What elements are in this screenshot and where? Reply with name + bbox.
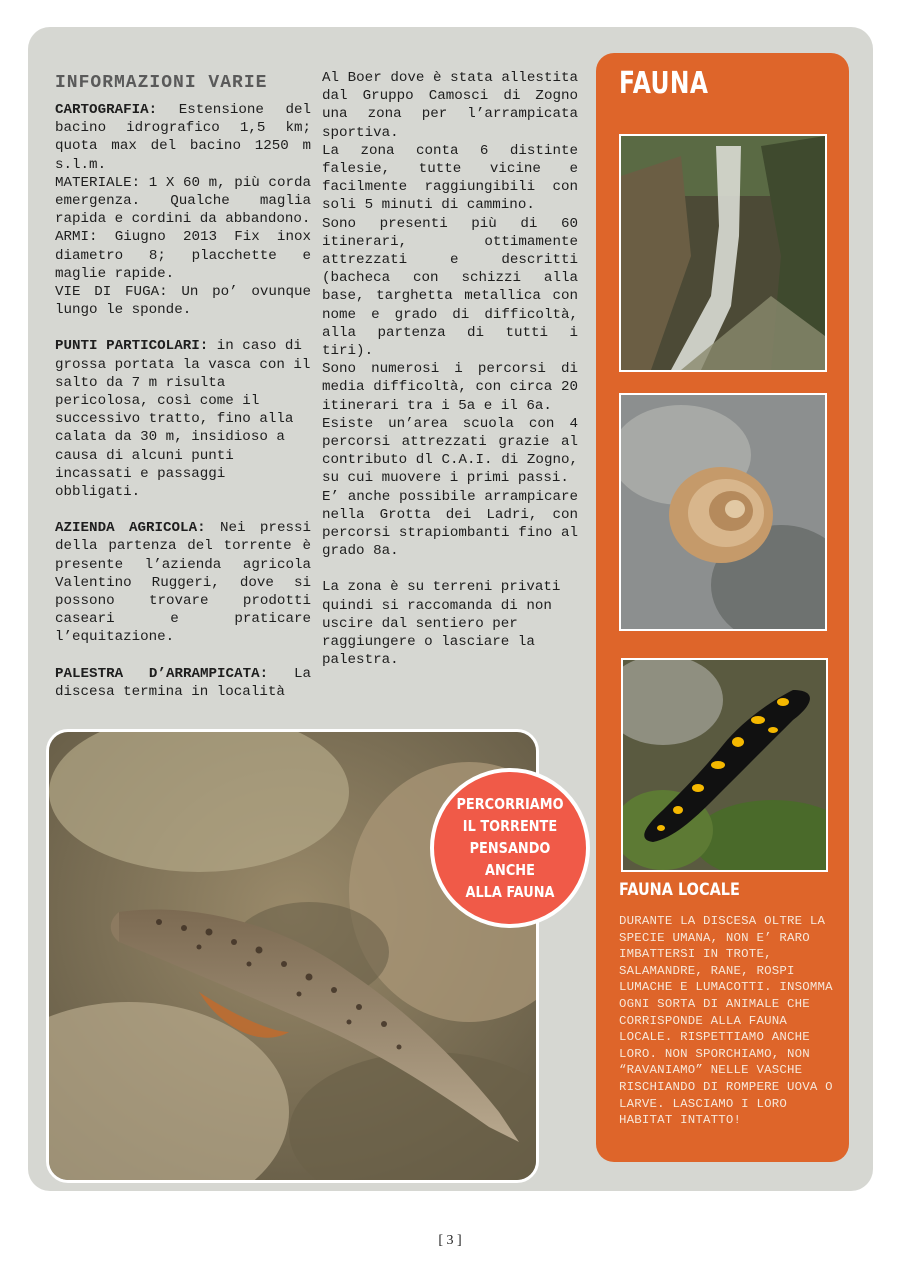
salamander-photo xyxy=(621,658,828,872)
cartografia-text: Estensione del bacino idrografico 1,5 km; quota max del bacino 1250 m s.l.m. xyxy=(55,102,311,173)
boer-paragraph: Al Boer dove è stata allestita dal Gruppo Camosci di Zogno una zona per l’arrampicata sportiva. xyxy=(322,70,578,141)
azienda-paragraph xyxy=(55,519,311,646)
page-number: [ 3 ] xyxy=(438,1233,462,1248)
middle-column xyxy=(322,69,578,670)
materiale-paragraph: MATERIALE: 1 X 60 m, più corda emergenza. Qualche maglia rapida e cordini da abbandono. xyxy=(55,174,311,228)
fauna-badge xyxy=(430,768,590,928)
punti-text: in caso di grossa portata la vasca con il salto da 7 m risulta pericolosa, così come il successivo tratto, fino alla calata da 30 m, insidioso a causa di alcuni punti incassati e passaggi obbligati. xyxy=(55,338,311,501)
punti-paragraph xyxy=(55,337,311,501)
armi-paragraph: ARMI: Giugno 2013 Fix inox diametro 8; placchette e maglie rapide. xyxy=(55,229,311,282)
cartografia-paragraph xyxy=(55,101,311,174)
left-column xyxy=(55,101,311,701)
fauna-subtitle: FAUNA LOCALE xyxy=(619,880,740,900)
terreni-privati-paragraph: La zona è su terreni privati quindi si raccomanda di non uscire dal sentiero per raggiungere o lasciare la palestra. xyxy=(322,579,561,669)
area-scuola-paragraph: Esiste un’area scuola con 4 percorsi attrezzati grazie al contributo dl C.A.I. di Zogno, su cui muovere i primi passi. xyxy=(322,415,578,487)
waterfall-photo xyxy=(619,134,827,372)
percorsi-paragraph: Sono numerosi i percorsi di media difficoltà, con circa 20 itinerari tra i 5a e il 6a. xyxy=(322,361,578,414)
palestra-text: La discesa termina in località xyxy=(55,665,311,700)
itinerari-paragraph: Sono presenti più di 60 itinerari, ottimamente attrezzati e descritti (bacheca con schizzi alla base, targhetta metallica con nome e grado di difficoltà, alla partenza di tutti i tiri). xyxy=(322,215,578,360)
azienda-text: Nei pressi della partenza del torrente è presente l’azienda agricola Valentino Ruggeri, dove si possono trovare prodotti caseari e praticare l’equitazione. xyxy=(55,520,312,646)
fauna-title: FAUNA xyxy=(619,66,709,101)
snail-photo xyxy=(619,393,827,631)
fauna-text: DURANTE LA DISCESA OLTRE LA SPECIE UMANA, NON E’ RARO IMBATTERSI IN TROTE, SALAMANDRE, RANE, ROSPI LUMACHE E LUMACOTTI. INSOMMA OGNI SORTA DI ANIMALE CHE CORRISPONDE ALLA FAUNA LOCALE. RISPETTIAMO ANCHE LORO. NON SPORCHIAMO, NON “RAVANIAMO” NELLE VASCHE RISCHIANDO DI ROMPERE UOVA O LARVE. LASCIAMO I LORO HABITAT INTATTO! xyxy=(619,914,833,1128)
vie-di-fuga-paragraph: VIE DI FUGA: Un po’ ovunque lungo le sponde. xyxy=(55,284,311,319)
badge-text: PERCORRIAMO IL TORRENTE PENSANDO ANCHE ALLA FAUNA xyxy=(456,795,564,901)
grotta-paragraph: E’ anche possibile arrampicare nella Grotta dei Ladri, con percorsi strapiombanti fino al grado 8a. xyxy=(322,488,578,560)
palestra-paragraph xyxy=(55,665,311,701)
palestra-label: PALESTRA D’ARRAMPICATA: xyxy=(55,665,269,682)
falesie-paragraph: La zona conta 6 distinte falesie, tutte vicine e facilmente raggiungibili con soli 5 minuti di cammino. xyxy=(322,142,578,214)
punti-label: PUNTI PARTICOLARI: xyxy=(55,338,209,355)
section-title: INFORMAZIONI VARIE xyxy=(55,73,268,93)
azienda-label: AZIENDA AGRICOLA: xyxy=(55,520,206,537)
cartografia-label: CARTOGRAFIA: xyxy=(55,102,158,118)
